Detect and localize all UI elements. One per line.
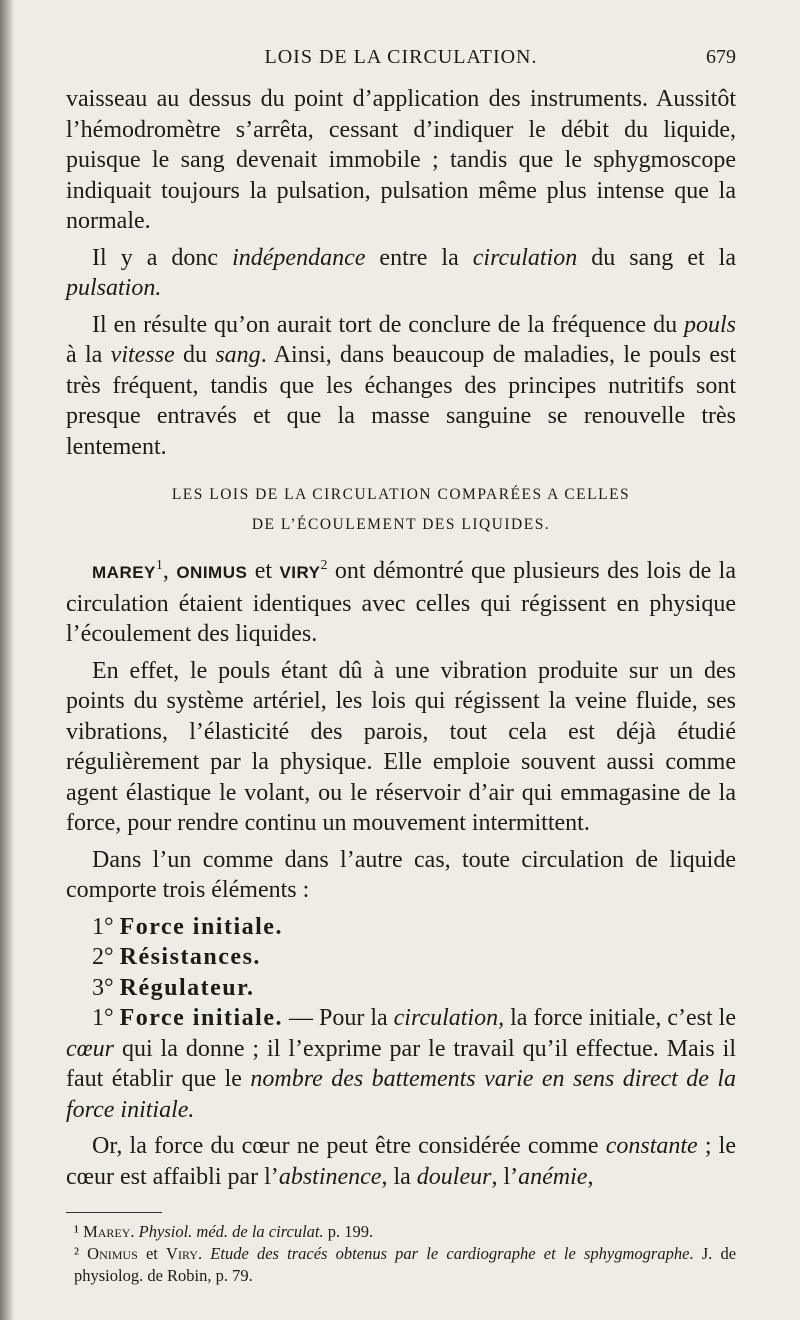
italic-run: pulsation. [66,275,162,301]
list-number: 1° [92,913,114,940]
text-run: qui la donne ; il l’exprime par le travail qu’il effectue. Mais il faut établir que le [66,1035,736,1092]
text-run: . [130,1222,139,1241]
section-heading-line-2: DE L’ÉCOULEMENT DES LIQUIDES. [251,516,551,533]
paragraph-4 [66,556,736,650]
italic-run: en sens direct de la force initiale. [66,1066,737,1123]
italic-run: vitesse [110,342,175,368]
text-run [533,1066,541,1092]
paragraph-8 [66,1131,736,1192]
text-run: Or, la force du cœur ne peut être considérée comme [92,1133,606,1159]
italic-run: circulation, [393,1005,505,1031]
text-run: Il en résulte qu’on aurait tort de conclure de la fréquence du [92,311,684,338]
italic-run: varie [484,1066,534,1092]
text-run: du sang et la [577,244,736,271]
text-run: ont démontré que plusieurs des lois de la circulation étaient identiques avec celles qui régissent en physique l’écoulement des liquides. [66,558,736,647]
footnote-author: Onimus [87,1244,138,1263]
italic-run: anémie [518,1163,588,1190]
text-run [476,1066,484,1092]
text-run: . Ainsi, dans beaucoup de maladies, le pouls est très fréquent, tandis que les échanges des principes nutritifs sont presque entravés et que la masse sanguine se renouvelle très lentement. [66,342,737,460]
author-viry: VIRY [279,563,321,582]
paragraph-3 [66,310,736,463]
text-run: et [137,1244,167,1263]
list-item [92,912,736,943]
page-binding-shadow [0,0,14,1320]
author-onimus: ONIMUS [176,563,248,582]
footnote-author: Marey [83,1222,131,1241]
text-run: . [197,1244,211,1263]
list-label: Résistances. [119,944,261,970]
text-run: , l’ [491,1163,519,1190]
page-number: 679 [706,46,736,68]
text-run: et [247,558,280,584]
text-run: 1° [92,1005,114,1031]
footnote-mark: ¹ [74,1222,79,1241]
italic-run: Physiol. méd. de la circulat. [138,1222,324,1241]
list-number: 3° [92,974,114,1001]
footnote-mark: ² [74,1244,79,1263]
text-run: — Pour la [282,1005,394,1031]
footnotes [66,1221,736,1287]
text-run: , la [381,1163,417,1190]
section-heading-line-1: LES LOIS DE LA CIRCULATION COMPARÉES A CELLES [171,486,631,503]
elements-list [66,912,736,1004]
italic-run: douleur [416,1163,492,1190]
italic-run: Etude des tracés obtenus par le cardiographe et le sphygmographe [210,1244,690,1263]
text-run: , [162,558,177,584]
page-header [66,44,736,74]
list-item [92,973,736,1004]
footnote-author: Viry [166,1244,198,1263]
text-run: à la [66,342,111,368]
footnote-rule [66,1212,162,1213]
footnote-ref-2: 2 [320,558,328,573]
paragraph-2 [66,243,736,304]
author-marey: MAREY [92,563,156,582]
paragraph-6: Dans l’un comme dans l’autre cas, toute circulation de liquide comporte trois éléments : [66,846,736,903]
italic-run: pouls [683,311,736,338]
section-heading [66,480,736,540]
text-run: entre la [365,244,473,271]
paragraph-5: En effet, le pouls étant dû à une vibration produite sur un des points du système artériel, les lois qui régissent la veine fluide, ses vibrations, l’élasticité des parois, tout cela est déjà étudié régulièrement par la physique. Elle emploie souvent aussi comme agent élastique le volant, ou le réservoir d’air qui emmagasine de la force, pour rendre continu un mouvement intermittent. [66,657,736,836]
bold-label: Force initiale. [119,1005,283,1031]
italic-run: abstinence [278,1163,382,1190]
text-run: ; le cœur est affaibli par l’ [66,1133,736,1190]
text-run: la force initiale, c’est le [504,1005,736,1031]
list-item [92,942,736,973]
italic-run: nombre des battements [250,1066,476,1092]
text-run: du [174,342,216,368]
italic-run: indépendance [232,244,366,271]
footnote-1 [74,1221,736,1243]
text-run: , [587,1163,594,1190]
footnote-2 [74,1243,736,1287]
paragraph-1: vaisseau au dessus du point d’application des instruments. Aussitôt l’hémodromètre s’arrêta, cessant d’indiquer le débit du liquide, puisque le sang devenait immobile ; tandis que le sphygmoscope indiquait toujours la pulsation, pulsation même plus intense que la normale. [66,86,736,234]
list-label: Régulateur. [119,974,255,1001]
text-run: p. 199. [323,1222,374,1241]
text-run: . J. de physiolog. de Robin, p. 79. [74,1244,737,1285]
list-number: 2° [92,944,114,970]
list-label: Force initiale. [119,913,283,940]
footnote-ref-1: 1 [155,558,163,573]
italic-run: circulation [472,244,578,271]
italic-run: cœur [66,1035,114,1062]
italic-run: constante [605,1133,698,1159]
text-run: Il y a donc [92,244,233,271]
body-text [66,84,736,1287]
paragraph-7 [66,1003,736,1125]
italic-run: sang [215,342,261,368]
running-title: LOIS DE LA CIRCULATION. [264,46,538,68]
